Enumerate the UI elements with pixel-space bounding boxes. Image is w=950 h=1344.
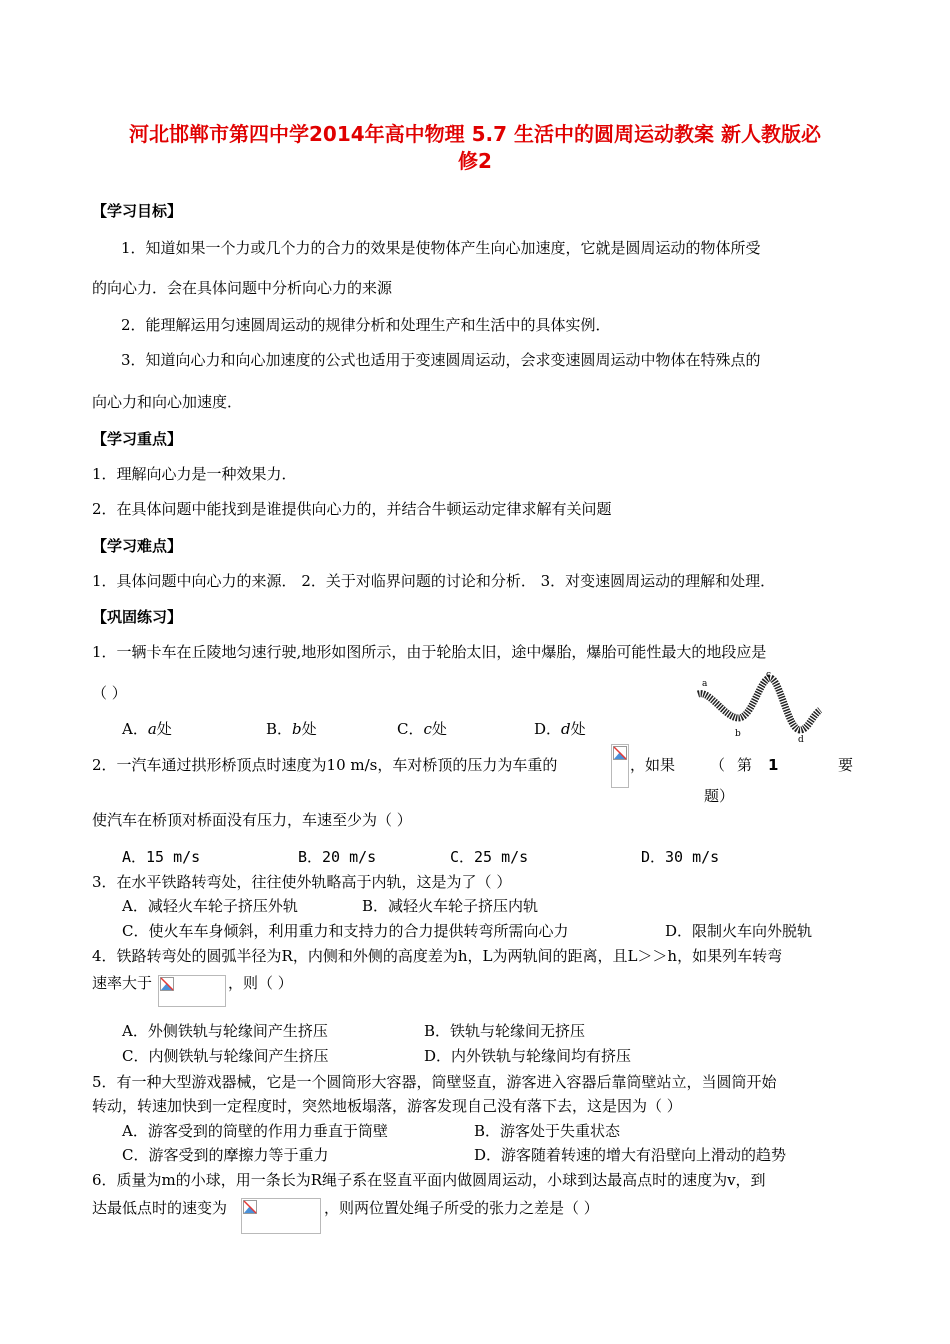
q1-caption-di: 第: [737, 756, 753, 774]
q1-stem: 1．一辆卡车在丘陵地匀速行驶,地形如图所示，由于轮胎太旧，途中爆胎，爆胎可能性最大的地段应是: [92, 643, 767, 661]
terrain-label-a: a: [702, 679, 708, 689]
q1-option-c: C．c处: [397, 720, 447, 738]
q3-option-d: D．限制火车向外脱轨: [665, 922, 813, 940]
q1-caption-close: 题）: [704, 787, 735, 805]
q1-paren: （ ）: [92, 684, 127, 702]
document-title: [80, 121, 870, 175]
q1-option-b: B．b处: [266, 720, 317, 738]
q2-option-d: D．30 m/s: [641, 848, 720, 866]
q4-option-d: D．内外铁轨与轮缘间均有挤压: [424, 1047, 632, 1065]
q2-option-b: B．20 m/s: [298, 848, 377, 866]
q4-formula-image: [158, 975, 226, 1007]
q2-line-2: 使汽车在桥顶对桥面没有压力，车速至少为（ ）: [92, 811, 412, 829]
q3-stem: 3．在水平铁路转弯处，往往使外轨略高于内轨，这是为了（ ）: [92, 873, 512, 891]
q4-stem-line-1: 4．铁路转弯处的圆弧半径为R，内侧和外侧的高度差为h，L为两轨间的距离，且L＞＞h，如果列车转弯: [92, 947, 783, 965]
objective-1-line-2: 的向心力．会在具体问题中分析向心力的来源: [92, 279, 393, 297]
terrain-label-d: d: [798, 735, 804, 744]
q5-option-a: A．游客受到的筒壁的作用力垂直于筒壁: [122, 1122, 388, 1140]
difficulties-items: 1．具体问题中向心力的来源． 2．关于对临界问题的讨论和分析． 3．对变速圆周运动的理解和处理．: [92, 572, 776, 590]
q1-caption-open: （: [710, 756, 726, 774]
q1-caption-yao: 要: [838, 756, 854, 774]
q5-line-1: 5．有一种大型游戏器械，它是一个圆筒形大容器，筒壁竖直，游客进入容器后靠筒壁站立，当圆筒开始: [92, 1073, 777, 1091]
q3-option-c: C．使火车车身倾斜，利用重力和支持力的合力提供转弯所需向心力: [122, 922, 569, 940]
objective-1-line-1: 1．知道如果一个力或几个力的合力的效果是使物体产生向心加速度，它就是圆周运动的物体所受: [121, 239, 761, 257]
q2-stem-start: 2．一汽车通过拱形桥顶点时速度为10 m/s，车对桥顶的压力为车重的: [92, 756, 558, 774]
key-point-1: 1．理解向心力是一种效果力．: [92, 465, 297, 483]
q5-option-c: C．游客受到的摩擦力等于重力: [122, 1146, 329, 1164]
q3-option-a: A．减轻火车轮子挤压外轨: [122, 897, 298, 915]
q6-line-2-end: ，则两位置处绳子所受的张力之差是（ ）: [324, 1199, 599, 1217]
objectives-heading: 【学习目标】: [92, 202, 183, 220]
terrain-label-b: b: [735, 729, 741, 739]
q4-line-2-end: ，则（ ）: [228, 974, 293, 992]
q5-option-b: B．游客处于失重状态: [474, 1122, 621, 1140]
q2-stem-end: ，如果: [630, 756, 676, 774]
q6-line-1: 6．质量为m的小球，用一条长为R绳子系在竖直平面内做圆周运动，小球到达最高点时的速度为v，到: [92, 1171, 766, 1189]
q5-line-2: 转动，转速加快到一定程度时，突然地板塌落，游客发现自己没有落下去，这是因为（ ）: [92, 1097, 682, 1115]
terrain-curve: [698, 678, 820, 730]
title-line-1: 河北邯郸市第四中学2014年高中物理 5.7 生活中的圆周运动教案 新人教版必: [129, 122, 821, 146]
q4-option-b: B．铁轨与轮缘间无挤压: [424, 1022, 586, 1040]
broken-image-icon: [613, 746, 627, 760]
title-line-2: 修2: [458, 149, 492, 173]
q1-option-a: A．a处: [122, 720, 172, 738]
q5-option-d: D．游客随着转速的增大有沿壁向上滑动的趋势: [474, 1146, 787, 1164]
key-point-2: 2．在具体问题中能找到是谁提供向心力的，并结合牛顿运动定律求解有关问题: [92, 500, 612, 518]
q4-option-c: C．内侧铁轨与轮缘间产生挤压: [122, 1047, 329, 1065]
q3-option-b: B．减轻火车轮子挤压内轨: [362, 897, 539, 915]
terrain-label-c: c: [766, 672, 772, 680]
q2-option-a: A．15 m/s: [122, 848, 201, 866]
objective-3-line-2: 向心力和向心加速度．: [92, 393, 243, 411]
q1-caption-number: 1: [768, 756, 779, 774]
key-points-heading: 【学习重点】: [92, 430, 183, 448]
broken-image-icon: [243, 1200, 257, 1214]
broken-image-icon: [160, 977, 174, 991]
practice-heading: 【巩固练习】: [92, 608, 183, 626]
q6-line-2-start: 达最低点时的速变为: [92, 1199, 228, 1217]
q4-line-2-start: 速率大于: [92, 974, 153, 992]
terrain-figure: [690, 672, 830, 744]
difficulties-heading: 【学习难点】: [92, 537, 183, 555]
q4-option-a: A．外侧铁轨与轮缘间产生挤压: [122, 1022, 328, 1040]
q2-formula-image: [611, 744, 629, 788]
objective-2: 2．能理解运用匀速圆周运动的规律分析和处理生产和生活中的具体实例．: [121, 316, 611, 334]
q1-option-d: D．d处: [534, 720, 586, 738]
q6-formula-image: [241, 1198, 321, 1234]
objective-3-line-1: 3．知道向心力和向心加速度的公式也适用于变速圆周运动，会求变速圆周运动中物体在特殊点的: [121, 351, 761, 369]
q2-option-c: C．25 m/s: [450, 848, 529, 866]
